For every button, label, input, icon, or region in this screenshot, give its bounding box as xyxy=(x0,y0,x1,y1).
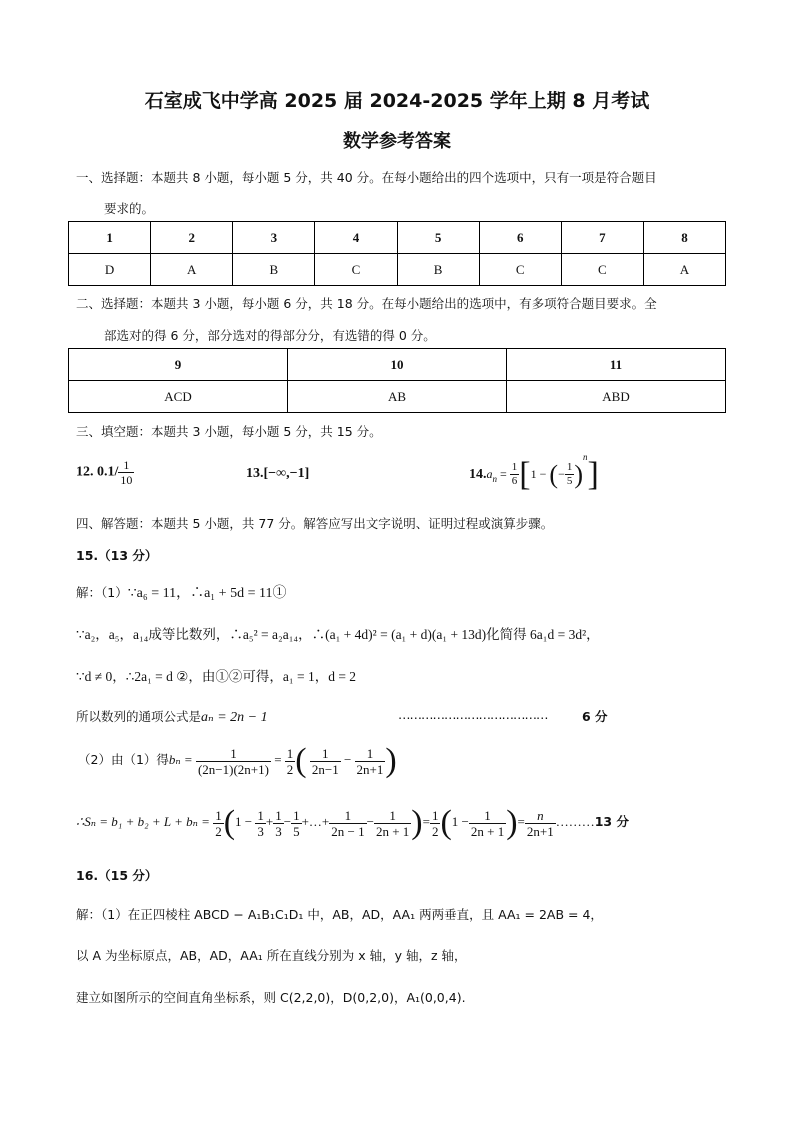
table-cell-answer: D xyxy=(69,254,151,286)
q15-part2-b-num: 1 xyxy=(355,746,386,762)
frac-numerator: 1 xyxy=(257,807,264,823)
section1-intro-line2: 要求的。 xyxy=(104,201,155,216)
q15-line1 xyxy=(76,582,286,602)
answer-14-numerator: 1 xyxy=(511,461,518,474)
answer-14-denominator: 6 xyxy=(511,475,518,488)
q15-part2-half-num: 1 xyxy=(286,745,294,761)
answer-14-inner-numerator: 1 xyxy=(566,461,573,474)
answer-14-inner-left: 1 − xyxy=(530,467,550,481)
q15-sum-final-num: n xyxy=(525,808,556,824)
q15-line4-math: aₙ = 2n − 1 xyxy=(201,710,268,725)
frac-numerator: 1 xyxy=(215,807,222,823)
q15-part2-frac1-num: 1 xyxy=(196,746,271,762)
q15-line1-math: ∵a₆ = 11，∴a₁ + 5d = 11① xyxy=(127,586,287,601)
table-cell-number: 9 xyxy=(69,349,288,381)
question-15-heading: 15.（13 分） xyxy=(76,548,158,563)
table-cell-number: 3 xyxy=(233,222,315,254)
table-cell-answer: B xyxy=(233,254,315,286)
table-cell-number: 4 xyxy=(315,222,397,254)
table-cell-number: 2 xyxy=(151,222,233,254)
q15-sum: ∴Sₙ = b₁ + b₂ + L + bₙ = $\frac{1}{2}$ (1 − $\frac{1}{3}$ + $\frac{1}{3}$ − $\frac{1}{5}$ +…+ $\frac{1}{2n - 1}$ − $\frac{1}{2n + 1}$ )= $\frac{1}{2}$ (1 − $\frac{1}{2n + 1}$ )= $\frac{n}{2n+1}$ ………13 分 xyxy=(76,804,629,841)
q15-sum-score: 13 分 xyxy=(594,813,629,829)
q15-part2-half-den: 2 xyxy=(286,761,294,777)
minus-sign: − xyxy=(366,813,374,829)
frac-numerator: 1 xyxy=(431,807,439,823)
section3-intro: 三、填空题：本题共 3 小题，每小题 5 分，共 15 分。 xyxy=(76,424,382,439)
frac-denominator: 3 xyxy=(275,823,282,839)
q15-part2-eq: = xyxy=(274,751,282,767)
table-cell-answer: C xyxy=(315,254,397,286)
table-cell-answer: A xyxy=(151,254,233,286)
answer-12 xyxy=(76,458,134,487)
table-cell-number: 5 xyxy=(397,222,479,254)
frac-denominator: 2n + 1 xyxy=(375,823,410,839)
answer-14-exponent: n xyxy=(583,452,588,462)
section1-intro-line1: 一、选择题：本题共 8 小题，每小题 5 分，共 40 分。在每小题给出的四个选项中，只有一项是符合题目 xyxy=(76,170,657,185)
frac-denominator: 3 xyxy=(257,823,264,839)
frac-numerator: 1 xyxy=(275,807,282,823)
table-cell-number: 8 xyxy=(643,222,725,254)
table-cell-answer: ABD xyxy=(507,381,726,413)
section2-intro-line2: 部选对的得 6 分，部分选对的得部分分，有选错的得 0 分。 xyxy=(104,328,436,343)
q15-line4-score: 6 分 xyxy=(582,709,608,724)
table-cell-number: 6 xyxy=(479,222,561,254)
q15-line2: ∵a₂，a₅，a₁₄成等比数列，∴a₅² = a₂a₁₄，∴(a₁ + 4d)² = (a₁ + d)(a₁ + 13d)化简得 6a₁d = 3d²， xyxy=(76,627,600,642)
answer-13: 13.[−∞,−1] xyxy=(246,466,310,481)
frac-numerator: 1 xyxy=(374,808,411,824)
page-subtitle: 数学参考答案 xyxy=(343,131,451,152)
frac-denominator: 5 xyxy=(293,823,300,839)
answer-12-numerator: 1 xyxy=(118,458,134,473)
q15-line1-prefix: 解：（1） xyxy=(76,585,128,600)
one-minus: 1 − xyxy=(451,813,469,829)
frac-numerator: 1 xyxy=(469,808,506,824)
q16-line1: 解：（1）在正四棱柱 ABCD − A₁B₁C₁D₁ 中，AB，AD，AA₁ 两两垂直，且 AA₁ = 2AB = 4， xyxy=(76,907,603,922)
section2-intro-line1: 二、选择题：本题共 3 小题，每小题 6 分，共 18 分。在每小题给出的选项中，有多项符合题目要求。全 xyxy=(76,296,657,311)
table-cell-answer: AB xyxy=(288,381,507,413)
answer-14-lhs: a xyxy=(486,467,493,481)
table-cell-number: 11 xyxy=(507,349,726,381)
table-cell-answer: ACD xyxy=(69,381,288,413)
q15-part2-prefix: （2）由（1）得 xyxy=(78,751,169,767)
section2-answer-table xyxy=(68,348,726,413)
q16-line2: 以 A 为坐标原点，AB，AD，AA₁ 所在直线分别为 x 轴，y 轴，z 轴， xyxy=(76,948,467,963)
answer-14: $14.a_n$ = $\frac{1}{6}$ [1 − (− $\frac{1}{5}$ )$^n$] xyxy=(469,452,599,493)
frac-denominator: 2n − 1 xyxy=(331,823,365,839)
q15-part2: （2）由（1）得bₙ = $\frac{1}{(2n-1)(2n+1)}$ = $\frac{1}{2}$ ( $\frac{1}{2n-1}$ − $\frac{1}{2n+1}$ ) xyxy=(78,742,397,779)
q15-line4 xyxy=(76,707,268,726)
table-cell-answer: B xyxy=(397,254,479,286)
q15-sum-final-den: 2n+1 xyxy=(526,823,554,839)
q15-part2-lhs: bₙ = xyxy=(168,751,193,767)
q16-line3: 建立如图所示的空间直角坐标系，则 C(2,2,0)，D(0,2,0)，A₁(0,0,4). xyxy=(76,990,466,1005)
frac-denominator: 2n + 1 xyxy=(470,823,505,839)
answer-12-denominator: 10 xyxy=(120,473,133,487)
q15-line4-dots: ………………………………… xyxy=(398,707,548,722)
frac-numerator: 1 xyxy=(293,807,300,823)
table-cell-answer: C xyxy=(561,254,643,286)
answer-12-label: 12. 0.1/ xyxy=(76,464,119,480)
q15-part2-a-den: 2n−1 xyxy=(311,761,339,777)
frac-denominator: 2 xyxy=(431,823,439,839)
answer-14-eq: = xyxy=(497,467,510,481)
table-cell-answer: C xyxy=(479,254,561,286)
q15-part2-b-den: 2n+1 xyxy=(356,761,384,777)
table-cell-number: 7 xyxy=(561,222,643,254)
answer-14-lhs-sub: n xyxy=(492,473,497,484)
q15-sum-lhs: ∴Sₙ = b₁ + b₂ + L + bₙ = xyxy=(76,813,210,829)
q15-sum-dots: ……… xyxy=(555,813,595,829)
page-title: 石室成飞中学高 2025 届 2024-2025 学年上期 8 月考试 xyxy=(144,90,650,112)
q15-part2-minus: − xyxy=(343,751,352,767)
table-cell-answer: A xyxy=(643,254,725,286)
q15-line4-text: 所以数列的通项公式是 xyxy=(76,709,202,724)
q15-sum-mid3: − xyxy=(283,813,292,829)
frac-denominator: 2 xyxy=(215,823,222,839)
answer-14-label: 14. xyxy=(469,467,487,482)
q15-part2-frac1-den: (2n−1)(2n+1) xyxy=(197,761,269,777)
answer-14-inner-denominator: 5 xyxy=(566,475,573,488)
q15-line3: ∵d ≠ 0，∴2a₁ = d ②，由①②可得，a₁ = 1，d = 2 xyxy=(76,669,357,684)
q15-sum-mid1: 1 − xyxy=(235,813,253,829)
q15-part2-a-num: 1 xyxy=(310,746,341,762)
section1-answer-table xyxy=(68,221,726,286)
table-cell-number: 10 xyxy=(288,349,507,381)
section4-intro: 四、解答题：本题共 5 小题，共 77 分。解答应写出文字说明、证明过程或演算步骤。 xyxy=(76,516,554,531)
frac-numerator: 1 xyxy=(329,808,366,824)
question-16-heading: 16.（15 分） xyxy=(76,868,158,883)
table-cell-number: 1 xyxy=(69,222,151,254)
q15-sum-mid4: +…+ xyxy=(301,813,330,829)
q15-sum-mid2: + xyxy=(265,813,274,829)
